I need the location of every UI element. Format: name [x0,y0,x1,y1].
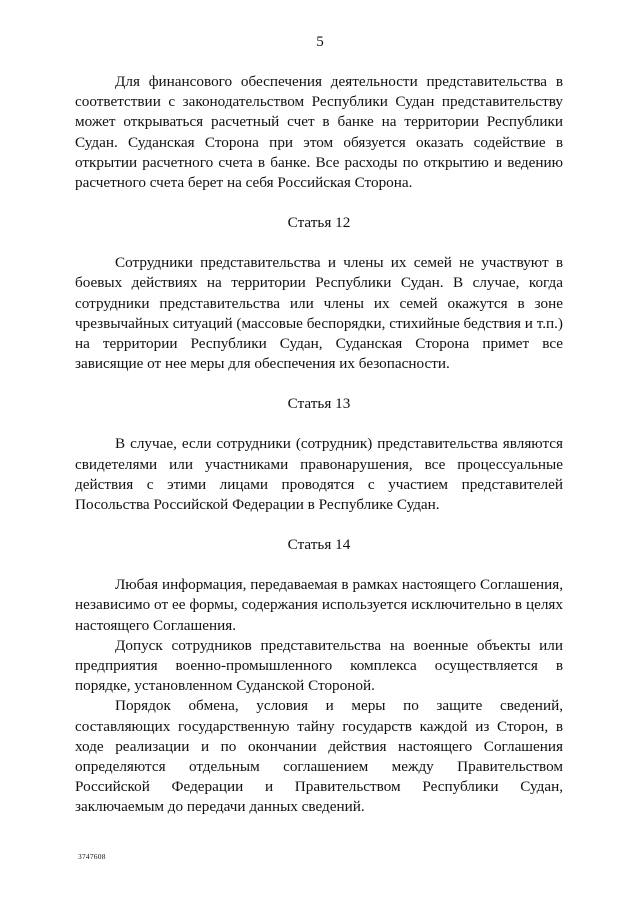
document-body [75,72,563,818]
paragraph-article-13: В случае, если сотрудники (сотрудник) представительства являются свидетелями или участниками правонарушения, все процессуальные действия с этими лицами проводятся с участием представителей Посольства Российской Федерации в Республике Судан. [75,435,563,514]
paragraph-article-12: Сотрудники представительства и члены их семей не участвуют в боевых действиях на территории Республики Судан. В случае, когда сотрудники представительства или члены их семей окажутся в зоне чрезвычайных ситуаций (массовые беспорядки, стихийные бедствия и т.п.) на территории Республики Судан, Суданская Сторона примет все зависящие от нее меры для обеспечения их безопасности. [75,254,563,373]
paragraph-article-14-access: Допуск сотрудников представительства на военные объекты или предприятия военно-промышленного комплекса осуществляется в порядке, установленном Суданской Стороной. [75,636,563,695]
paragraph-article-14-state-secrets: Порядок обмена, условия и меры по защите сведений, составляющих государственную тайну государств каждой из Сторон, в ходе реализации и по окончании действия настоящего Соглашения определяются отдельным соглашением между Правительством Российской Федерации и Правительством Республики Судан, заключаемым до передачи данных сведений. [75,697,563,816]
document-code: 3747608 [78,852,106,861]
page-number: 5 [316,34,324,50]
paragraph-financial-support: Для финансового обеспечения деятельности представительства в соответствии с законодательством Республики Судан представительству может открываться расчетный счет в банке на территории Республики Судан. Суданская Сторона при этом обязуется оказать содействие в открытии расчетного счета в банке. Все расходы по открытию и ведению расчетного счета берет на себя Российская Сторона. [75,73,563,192]
article-14-heading: Статья 14 [287,536,351,554]
paragraph-article-14-information: Любая информация, передаваемая в рамках настоящего Соглашения, независимо от ее формы, содержания используется исключительно в целях настоящего Соглашения. [75,576,563,634]
article-12-heading: Статья 12 [287,214,351,232]
article-13-heading: Статья 13 [287,395,351,413]
